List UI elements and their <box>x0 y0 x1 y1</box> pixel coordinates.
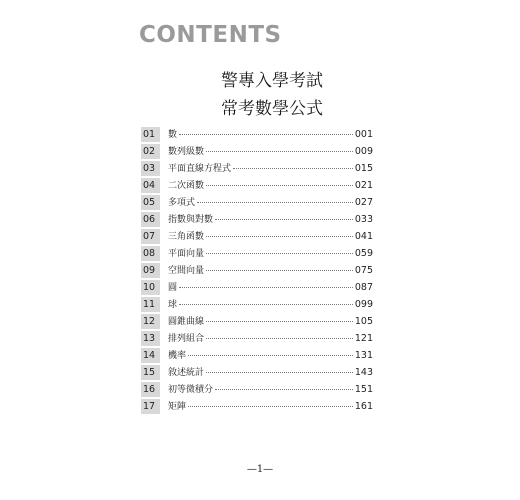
chapter-title: 三角函數 <box>168 232 205 242</box>
chapter-page-number: 105 <box>354 316 373 327</box>
dot-leader <box>179 294 353 305</box>
dot-leader <box>215 209 353 220</box>
dot-leader <box>206 243 353 254</box>
chapter-page-number: 143 <box>354 367 373 378</box>
chapter-title: 圓錐曲線 <box>168 317 205 327</box>
chapter-page-number: 009 <box>354 146 373 157</box>
chapter-title: 指數與對數 <box>168 215 214 225</box>
dot-leader <box>197 192 353 203</box>
chapter-number: 11 <box>141 297 160 312</box>
chapter-number: 06 <box>141 212 160 227</box>
chapter-page-number: 121 <box>354 333 373 344</box>
chapter-number: 16 <box>141 382 160 397</box>
table-of-contents <box>141 126 373 415</box>
chapter-title: 平面直線方程式 <box>168 164 232 174</box>
book-title-line-2: 常考數學公式 <box>221 99 323 119</box>
chapter-title: 圓 <box>168 283 178 293</box>
chapter-page-number: 021 <box>354 180 373 191</box>
chapter-number: 08 <box>141 246 160 261</box>
chapter-title: 空間向量 <box>168 266 205 276</box>
chapter-title: 數列級數 <box>168 147 205 157</box>
page-number-footer: —1— <box>246 464 274 475</box>
chapter-number: 05 <box>141 195 160 210</box>
chapter-page-number: 041 <box>354 231 373 242</box>
chapter-number: 17 <box>141 399 160 414</box>
chapter-page-number: 161 <box>354 401 373 412</box>
chapter-page-number: 131 <box>354 350 373 361</box>
chapter-title: 排列組合 <box>168 334 205 344</box>
book-title-line-1: 警專入學考試 <box>221 71 323 91</box>
chapter-title: 二次函數 <box>168 181 205 191</box>
chapter-page-number: 075 <box>354 265 373 276</box>
dot-leader <box>188 396 353 407</box>
chapter-title: 矩陣 <box>168 402 187 412</box>
chapter-number: 01 <box>141 127 160 142</box>
contents-heading: CONTENTS <box>139 22 282 48</box>
chapter-number: 02 <box>141 144 160 159</box>
chapter-number: 12 <box>141 314 160 329</box>
dot-leader <box>206 175 353 186</box>
chapter-title: 數 <box>168 130 178 140</box>
chapter-title: 初等微積分 <box>168 385 214 395</box>
chapter-number: 07 <box>141 229 160 244</box>
dot-leader <box>206 362 353 373</box>
dot-leader <box>206 226 353 237</box>
chapter-page-number: 033 <box>354 214 373 225</box>
chapter-title: 敘述統計 <box>168 368 205 378</box>
chapter-number: 15 <box>141 365 160 380</box>
chapter-title: 多項式 <box>168 198 196 208</box>
chapter-title: 球 <box>168 300 178 310</box>
chapter-number: 04 <box>141 178 160 193</box>
dot-leader <box>206 328 353 339</box>
dot-leader <box>179 277 353 288</box>
chapter-title: 機率 <box>168 351 187 361</box>
chapter-page-number: 015 <box>354 163 373 174</box>
dot-leader <box>215 379 353 390</box>
dot-leader <box>188 345 353 356</box>
dot-leader <box>233 158 353 169</box>
chapter-page-number: 001 <box>354 129 373 140</box>
toc-row[interactable] <box>141 398 373 415</box>
chapter-number: 03 <box>141 161 160 176</box>
chapter-number: 14 <box>141 348 160 363</box>
chapter-page-number: 099 <box>354 299 373 310</box>
dot-leader <box>206 311 353 322</box>
chapter-number: 13 <box>141 331 160 346</box>
chapter-title: 平面向量 <box>168 249 205 259</box>
chapter-page-number: 059 <box>354 248 373 259</box>
chapter-page-number: 151 <box>354 384 373 395</box>
chapter-page-number: 087 <box>354 282 373 293</box>
dot-leader <box>206 141 353 152</box>
chapter-number: 10 <box>141 280 160 295</box>
dot-leader <box>179 124 353 135</box>
toc-entry <box>168 398 373 416</box>
chapter-number: 09 <box>141 263 160 278</box>
chapter-page-number: 027 <box>354 197 373 208</box>
dot-leader <box>206 260 353 271</box>
